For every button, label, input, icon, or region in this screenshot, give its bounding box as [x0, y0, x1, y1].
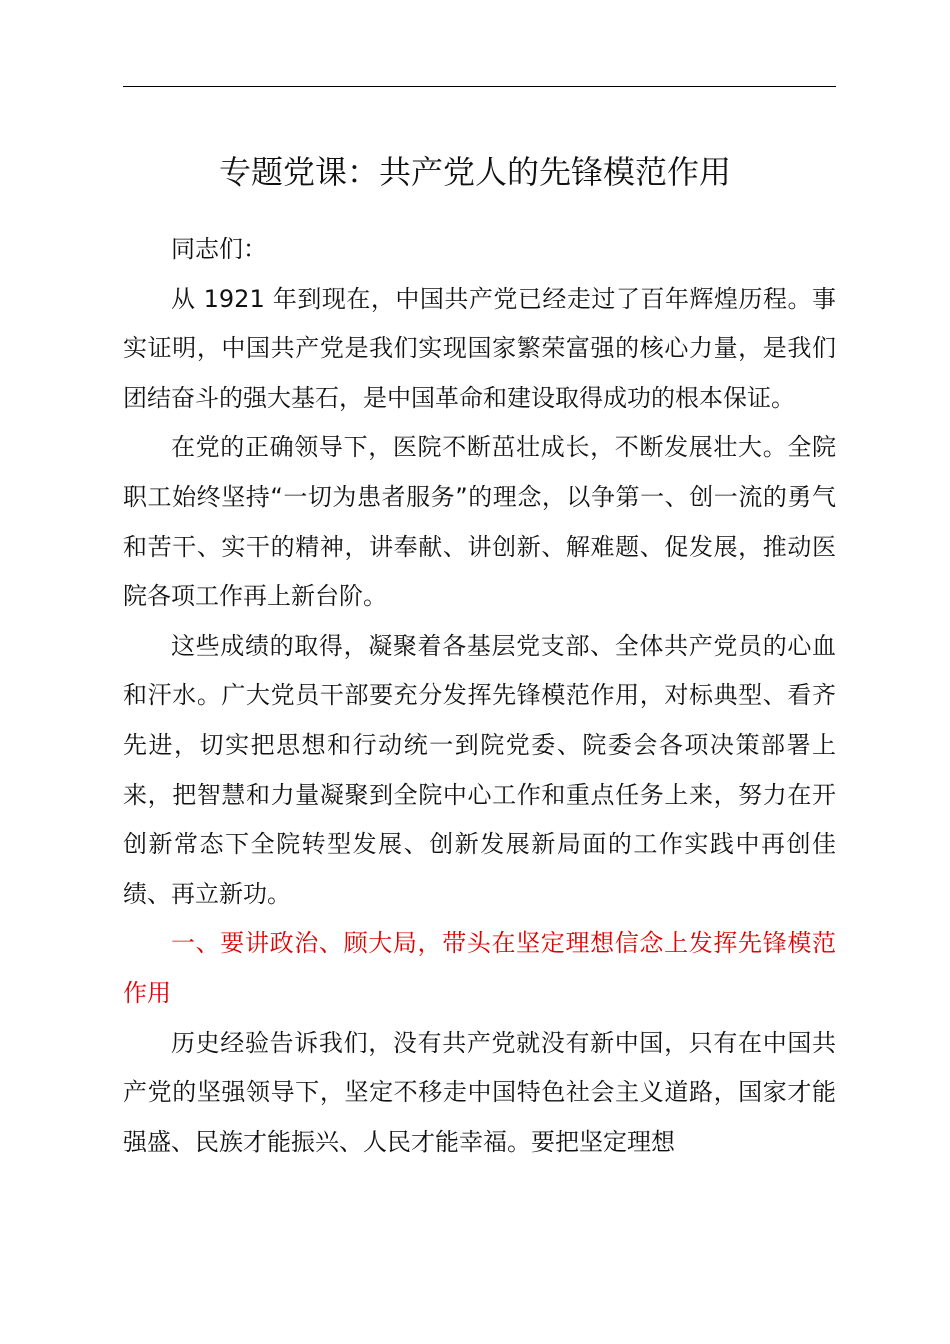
document-body — [123, 225, 836, 1167]
paragraph: 从 1921 年到现在，中国共产党已经走过了百年辉煌历程。事实证明，中国共产党是我们实现国家繁荣富强的核心力量，是我们团结奋斗的强大基石，是中国革命和建设取得成功的根本保证。 — [123, 284, 836, 412]
document-title: 专题党课：共产党人的先锋模范作用 — [218, 153, 731, 191]
greeting: 同志们： — [171, 235, 267, 263]
paragraph: 在党的正确领导下，医院不断茁壮成长，不断发展壮大。全院职工始终坚持“一切为患者服务”的理念，以争第一、创一流的勇气和苦干、实干的精神，讲奉献、讲创新、解难题、促发展，推动医院各项工作再上新台阶。 — [123, 433, 836, 611]
paragraph: 这些成绩的取得，凝聚着各基层党支部、全体共产党员的心血和汗水。广大党员干部要充分发挥先锋模范作用，对标典型、看齐先进，切实把思想和行动统一到院党委、院委会各项决策部署上来，把智慧和力量凝聚到全院中心工作和重点任务上来，努力在开创新常态下全院转型发展、创新发展新局面的工作实践中再创佳绩、再立新功。 — [123, 631, 836, 908]
paragraph: 历史经验告诉我们，没有共产党就没有新中国，只有在中国共产党的坚强领导下，坚定不移走中国特色社会主义道路，国家才能强盛、民族才能振兴、人民才能幸福。要把坚定理想 — [123, 1028, 836, 1156]
section-heading: 一、要讲政治、顾大局，带头在坚定理想信念上发挥先锋模范作用 — [123, 929, 836, 1007]
header-rule — [123, 86, 836, 87]
